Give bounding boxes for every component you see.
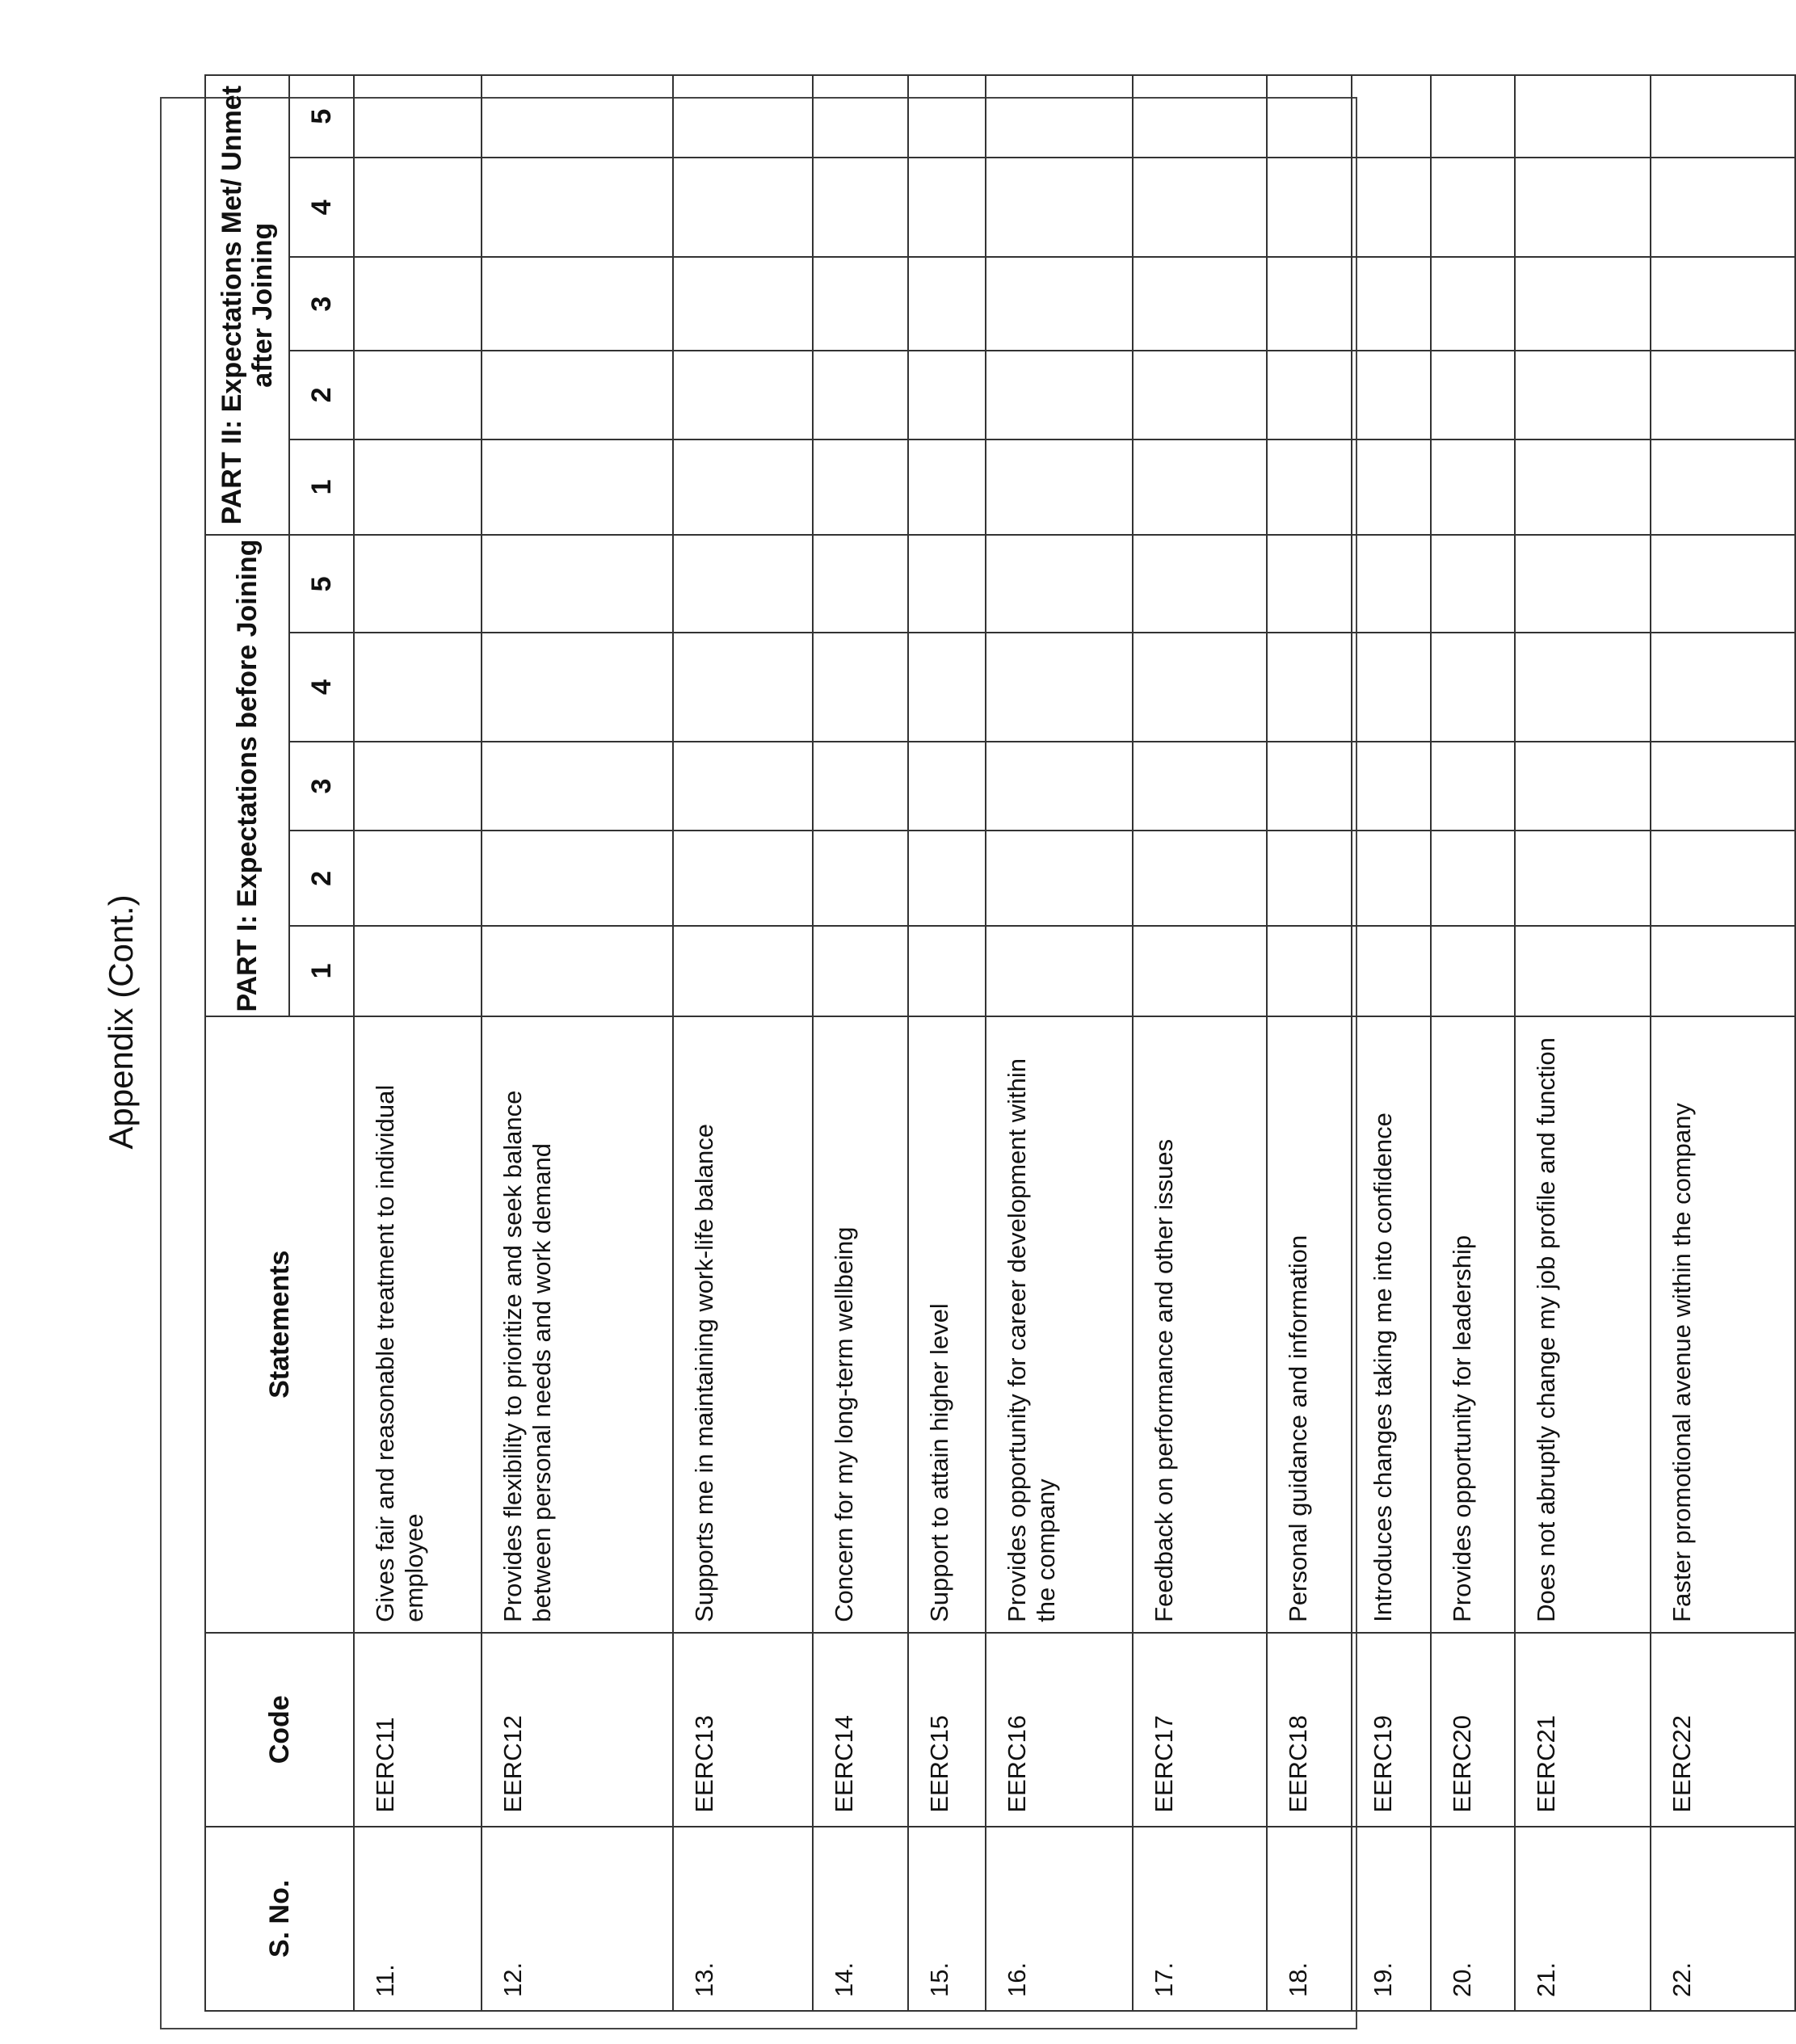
rating-cell-part2-2[interactable] xyxy=(482,351,673,439)
row-code: EERC17 xyxy=(1133,1633,1267,1827)
rating-cell-part1-5[interactable] xyxy=(1352,535,1431,633)
col-header-part1: PART I: Expectations before Joining xyxy=(205,535,289,1016)
rating-cell-part2-3[interactable] xyxy=(673,257,813,351)
table-row xyxy=(1352,75,1431,2011)
rating-cell-part1-1[interactable] xyxy=(673,926,813,1016)
rating-cell-part2-4[interactable] xyxy=(1651,158,1795,257)
row-code: EERC21 xyxy=(1515,1633,1651,1827)
row-statement: Does not abruptly change my job profile and function xyxy=(1515,1016,1651,1633)
rating-cell-part2-1[interactable] xyxy=(1133,440,1267,536)
rating-cell-part2-4[interactable] xyxy=(986,158,1133,257)
rating-cell-part1-5[interactable] xyxy=(673,535,813,633)
rating-cell-part1-5[interactable] xyxy=(908,535,986,633)
rating-cell-part1-1[interactable] xyxy=(482,926,673,1016)
rating-cell-part1-2[interactable] xyxy=(986,831,1133,926)
rating-cell-part2-3[interactable] xyxy=(1651,257,1795,351)
rating-cell-part1-2[interactable] xyxy=(1431,831,1515,926)
rating-cell-part1-5[interactable] xyxy=(1133,535,1267,633)
row-sno: 20. xyxy=(1431,1827,1515,2011)
rating-cell-part2-5[interactable] xyxy=(1352,75,1431,158)
table-row xyxy=(1651,75,1795,2011)
rating-cell-part2-2[interactable] xyxy=(1352,351,1431,439)
rating-cell-part1-5[interactable] xyxy=(1651,535,1795,633)
expectations-table xyxy=(204,74,1796,2012)
rating-cell-part1-3[interactable] xyxy=(1651,742,1795,831)
row-sno: 15. xyxy=(908,1827,986,2011)
row-sno: 21. xyxy=(1515,1827,1651,2011)
rating-cell-part1-5[interactable] xyxy=(986,535,1133,633)
row-statement: Supports me in maintaining work-life balance xyxy=(673,1016,813,1633)
row-sno: 17. xyxy=(1133,1827,1267,2011)
row-sno: 19. xyxy=(1352,1827,1431,2011)
page-title: Appendix (Cont.) xyxy=(102,894,140,1150)
row-sno: 11. xyxy=(354,1827,482,2011)
rating-cell-part2-5[interactable] xyxy=(1267,75,1352,158)
row-code: EERC11 xyxy=(354,1633,482,1827)
rating-cell-part2-3[interactable] xyxy=(1352,257,1431,351)
row-code: EERC19 xyxy=(1352,1633,1431,1827)
rating-cell-part1-2[interactable] xyxy=(813,831,908,926)
col-header-statements: Statements xyxy=(205,1016,354,1633)
rating-cell-part1-3[interactable] xyxy=(986,742,1133,831)
scale-header-part1-2: 2 xyxy=(289,831,354,926)
table-row xyxy=(1267,75,1352,2011)
rating-cell-part1-3[interactable] xyxy=(1515,742,1651,831)
scale-header-part1-5: 5 xyxy=(289,535,354,633)
rating-cell-part2-1[interactable] xyxy=(354,440,482,536)
row-statement: Provides opportunity for leadership xyxy=(1431,1016,1515,1633)
row-code: EERC13 xyxy=(673,1633,813,1827)
rating-cell-part1-4[interactable] xyxy=(673,633,813,741)
rating-cell-part2-3[interactable] xyxy=(1515,257,1651,351)
table-row xyxy=(908,75,986,2011)
rating-cell-part2-2[interactable] xyxy=(1267,351,1352,439)
rating-cell-part2-3[interactable] xyxy=(813,257,908,351)
rating-cell-part1-5[interactable] xyxy=(1267,535,1352,633)
rating-cell-part2-3[interactable] xyxy=(1431,257,1515,351)
rating-cell-part2-2[interactable] xyxy=(1133,351,1267,439)
table-row xyxy=(813,75,908,2011)
rating-cell-part2-3[interactable] xyxy=(1267,257,1352,351)
rating-cell-part1-4[interactable] xyxy=(354,633,482,741)
rating-cell-part1-1[interactable] xyxy=(1431,926,1515,1016)
rating-cell-part1-2[interactable] xyxy=(1352,831,1431,926)
rating-cell-part1-1[interactable] xyxy=(986,926,1133,1016)
rating-cell-part2-2[interactable] xyxy=(908,351,986,439)
rating-cell-part1-5[interactable] xyxy=(1515,535,1651,633)
scale-header-part2-2: 2 xyxy=(289,351,354,439)
row-code: EERC22 xyxy=(1651,1633,1795,1827)
rating-cell-part2-1[interactable] xyxy=(1651,440,1795,536)
rating-cell-part1-2[interactable] xyxy=(1515,831,1651,926)
rating-cell-part2-1[interactable] xyxy=(1352,440,1431,536)
rotated-table-container xyxy=(204,74,1696,2012)
row-statement: Provides flexibility to prioritize and seek balance between personal needs and work demand xyxy=(482,1016,673,1633)
col-header-code: Code xyxy=(205,1633,354,1827)
row-code: EERC18 xyxy=(1267,1633,1352,1827)
rating-cell-part2-1[interactable] xyxy=(986,440,1133,536)
rating-cell-part1-4[interactable] xyxy=(986,633,1133,741)
rating-cell-part2-2[interactable] xyxy=(1431,351,1515,439)
rating-cell-part2-4[interactable] xyxy=(1515,158,1651,257)
rating-cell-part2-4[interactable] xyxy=(1133,158,1267,257)
rating-cell-part1-1[interactable] xyxy=(1515,926,1651,1016)
rating-cell-part2-3[interactable] xyxy=(1133,257,1267,351)
rating-cell-part1-5[interactable] xyxy=(482,535,673,633)
rating-cell-part1-4[interactable] xyxy=(482,633,673,741)
rating-cell-part1-4[interactable] xyxy=(1515,633,1651,741)
rating-cell-part2-5[interactable] xyxy=(482,75,673,158)
table-row xyxy=(1133,75,1267,2011)
rating-cell-part2-5[interactable] xyxy=(1515,75,1651,158)
rating-cell-part2-1[interactable] xyxy=(1515,440,1651,536)
row-sno: 22. xyxy=(1651,1827,1795,2011)
rating-cell-part1-3[interactable] xyxy=(1352,742,1431,831)
rating-cell-part1-4[interactable] xyxy=(908,633,986,741)
rating-cell-part1-5[interactable] xyxy=(1431,535,1515,633)
row-statement: Support to attain higher level xyxy=(908,1016,986,1633)
rating-cell-part1-4[interactable] xyxy=(813,633,908,741)
rating-cell-part2-4[interactable] xyxy=(1267,158,1352,257)
rating-cell-part1-4[interactable] xyxy=(1267,633,1352,741)
rating-cell-part2-5[interactable] xyxy=(1431,75,1515,158)
rating-cell-part2-2[interactable] xyxy=(813,351,908,439)
rating-cell-part2-4[interactable] xyxy=(482,158,673,257)
table-row xyxy=(482,75,673,2011)
rating-cell-part1-5[interactable] xyxy=(354,535,482,633)
rating-cell-part2-5[interactable] xyxy=(986,75,1133,158)
rating-cell-part2-2[interactable] xyxy=(673,351,813,439)
table-row xyxy=(1431,75,1515,2011)
rating-cell-part2-3[interactable] xyxy=(986,257,1133,351)
row-code: EERC16 xyxy=(986,1633,1133,1827)
rating-cell-part1-4[interactable] xyxy=(1352,633,1431,741)
rating-cell-part1-3[interactable] xyxy=(1133,742,1267,831)
row-code: EERC14 xyxy=(813,1633,908,1827)
rating-cell-part2-4[interactable] xyxy=(1431,158,1515,257)
rating-cell-part2-2[interactable] xyxy=(1651,351,1795,439)
rating-cell-part1-2[interactable] xyxy=(1651,831,1795,926)
row-sno: 18. xyxy=(1267,1827,1352,2011)
rating-cell-part2-5[interactable] xyxy=(673,75,813,158)
table-row xyxy=(673,75,813,2011)
scale-header-part1-4: 4 xyxy=(289,633,354,741)
col-header-part2: PART II: Expectations Met/ Unmet after Joining xyxy=(205,75,289,535)
rating-cell-part2-2[interactable] xyxy=(354,351,482,439)
rating-cell-part1-2[interactable] xyxy=(1133,831,1267,926)
row-statement: Gives fair and reasonable treatment to individual employee xyxy=(354,1016,482,1633)
rating-cell-part1-1[interactable] xyxy=(1133,926,1267,1016)
rating-cell-part1-1[interactable] xyxy=(1267,926,1352,1016)
row-sno: 13. xyxy=(673,1827,813,2011)
rating-cell-part1-2[interactable] xyxy=(354,831,482,926)
rating-cell-part1-4[interactable] xyxy=(1133,633,1267,741)
rating-cell-part1-5[interactable] xyxy=(813,535,908,633)
rating-cell-part1-2[interactable] xyxy=(673,831,813,926)
rating-cell-part1-1[interactable] xyxy=(813,926,908,1016)
scale-header-part1-1: 1 xyxy=(289,926,354,1016)
row-statement: Provides opportunity for career development within the company xyxy=(986,1016,1133,1633)
rating-cell-part2-4[interactable] xyxy=(1352,158,1431,257)
rating-cell-part2-1[interactable] xyxy=(482,440,673,536)
scale-header-part2-5: 5 xyxy=(289,75,354,158)
row-sno: 16. xyxy=(986,1827,1133,2011)
rating-cell-part2-4[interactable] xyxy=(673,158,813,257)
rating-cell-part1-3[interactable] xyxy=(1431,742,1515,831)
rating-cell-part2-1[interactable] xyxy=(813,440,908,536)
table-row xyxy=(354,75,482,2011)
row-statement: Introduces changes taking me into confidence xyxy=(1352,1016,1431,1633)
row-statement: Personal guidance and information xyxy=(1267,1016,1352,1633)
rating-cell-part1-1[interactable] xyxy=(354,926,482,1016)
row-code: EERC12 xyxy=(482,1633,673,1827)
scale-header-part2-1: 1 xyxy=(289,440,354,536)
rating-cell-part1-4[interactable] xyxy=(1431,633,1515,741)
scale-header-part1-3: 3 xyxy=(289,742,354,831)
row-code: EERC15 xyxy=(908,1633,986,1827)
rating-cell-part2-2[interactable] xyxy=(986,351,1133,439)
rating-cell-part2-1[interactable] xyxy=(908,440,986,536)
row-sno: 12. xyxy=(482,1827,673,2011)
rating-cell-part1-3[interactable] xyxy=(908,742,986,831)
row-sno: 14. xyxy=(813,1827,908,2011)
rating-cell-part2-5[interactable] xyxy=(354,75,482,158)
rating-cell-part1-3[interactable] xyxy=(1267,742,1352,831)
rating-cell-part2-3[interactable] xyxy=(908,257,986,351)
rating-cell-part2-4[interactable] xyxy=(354,158,482,257)
row-statement: Concern for my long-term wellbeing xyxy=(813,1016,908,1633)
rating-cell-part2-1[interactable] xyxy=(1431,440,1515,536)
row-code: EERC20 xyxy=(1431,1633,1515,1827)
rating-cell-part2-4[interactable] xyxy=(813,158,908,257)
rating-cell-part2-1[interactable] xyxy=(673,440,813,536)
rating-cell-part1-4[interactable] xyxy=(1651,633,1795,741)
rating-cell-part2-3[interactable] xyxy=(482,257,673,351)
rating-cell-part1-3[interactable] xyxy=(482,742,673,831)
rating-cell-part1-2[interactable] xyxy=(482,831,673,926)
rating-cell-part2-5[interactable] xyxy=(1651,75,1795,158)
scale-header-part2-4: 4 xyxy=(289,158,354,257)
scale-header-part2-3: 3 xyxy=(289,257,354,351)
rating-cell-part1-3[interactable] xyxy=(813,742,908,831)
col-header-sno: S. No. xyxy=(205,1827,354,2011)
rating-cell-part1-3[interactable] xyxy=(354,742,482,831)
row-statement: Feedback on performance and other issues xyxy=(1133,1016,1267,1633)
rating-cell-part2-4[interactable] xyxy=(908,158,986,257)
rating-cell-part1-1[interactable] xyxy=(1352,926,1431,1016)
rating-cell-part1-1[interactable] xyxy=(1651,926,1795,1016)
table-row xyxy=(1515,75,1651,2011)
rating-cell-part2-1[interactable] xyxy=(1267,440,1352,536)
rating-cell-part2-5[interactable] xyxy=(813,75,908,158)
rating-cell-part2-3[interactable] xyxy=(354,257,482,351)
rating-cell-part2-5[interactable] xyxy=(1133,75,1267,158)
rating-cell-part1-1[interactable] xyxy=(908,926,986,1016)
table-row xyxy=(986,75,1133,2011)
rating-cell-part2-2[interactable] xyxy=(1515,351,1651,439)
rating-cell-part1-2[interactable] xyxy=(1267,831,1352,926)
row-statement: Faster promotional avenue within the company xyxy=(1651,1016,1795,1633)
rating-cell-part2-5[interactable] xyxy=(908,75,986,158)
rating-cell-part1-2[interactable] xyxy=(908,831,986,926)
rating-cell-part1-3[interactable] xyxy=(673,742,813,831)
